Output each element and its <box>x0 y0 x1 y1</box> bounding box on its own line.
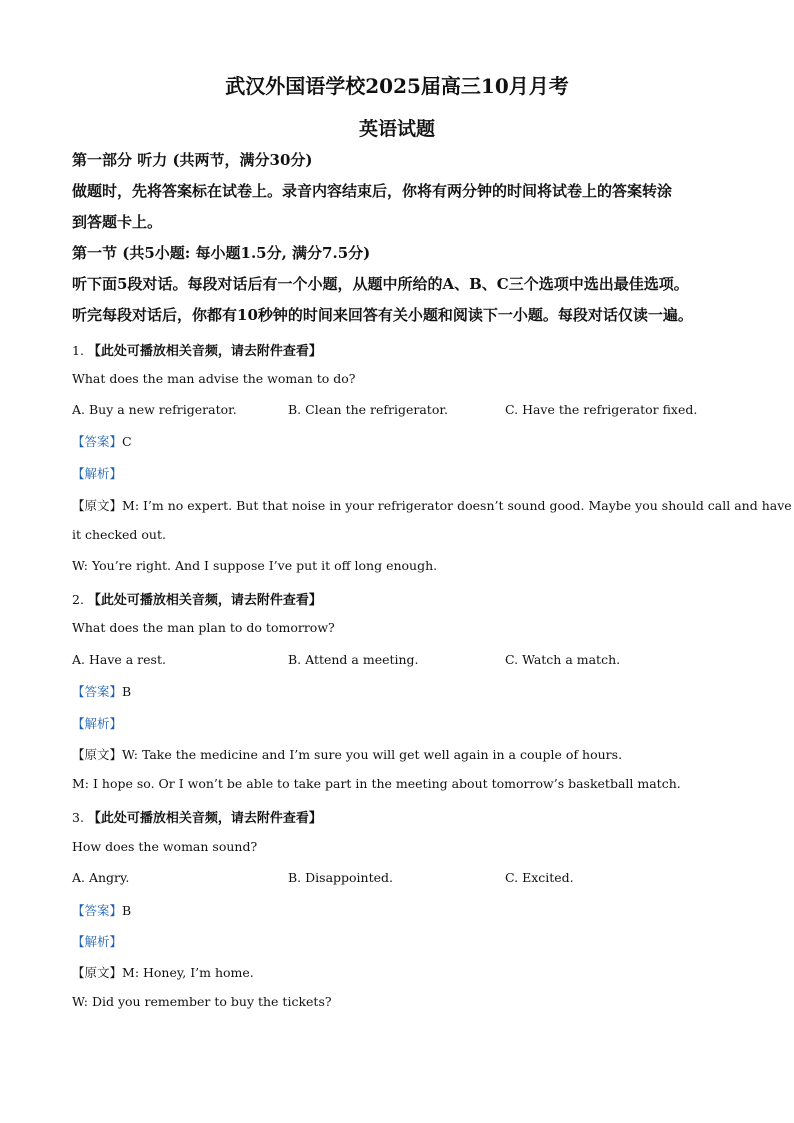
answer-label: 【答案】 <box>72 684 123 699</box>
transcript-line: it checked out. <box>72 527 166 542</box>
answer-value: B <box>122 684 132 699</box>
analysis-label: 【解析】 <box>72 716 123 731</box>
option-b: B. Disappointed. <box>288 870 393 885</box>
section1-instructions-line-1: 听下面5段对话。每段对话后有一个小题，从题中所给的A、B、C三个选项中选出最佳选项。 <box>72 275 689 293</box>
page-subtitle: 英语试题 <box>358 118 435 140</box>
option-a: A. Have a rest. <box>72 652 166 667</box>
instructions-line-2: 到答题卡上。 <box>72 213 163 231</box>
transcript-line <box>72 745 622 763</box>
question-number: 3. <box>72 810 84 825</box>
transcript-line <box>72 496 792 514</box>
original-label: 【原文】 <box>72 965 123 980</box>
question-header <box>72 807 322 826</box>
answer-label: 【答案】 <box>72 903 123 918</box>
instructions-line-1: 做题时，先将答案标在试卷上。录音内容结束后，你将有两分钟的时间将试卷上的答案转涂 <box>72 182 673 200</box>
option-c: C. Watch a match. <box>505 652 621 667</box>
audio-note: 【此处可播放相关音频，请去附件查看】 <box>87 811 322 826</box>
analysis-label: 【解析】 <box>72 934 123 949</box>
original-label: 【原文】 <box>72 747 123 762</box>
option-c: C. Excited. <box>505 870 574 885</box>
question-number: 1. <box>72 343 84 358</box>
transcript-text: M: Honey, I’m home. <box>122 965 254 980</box>
transcript-line <box>72 963 254 981</box>
question-text: How does the woman sound? <box>72 839 258 854</box>
answer-value: B <box>122 903 132 918</box>
question-header <box>72 589 322 608</box>
audio-note: 【此处可播放相关音频，请去附件查看】 <box>87 593 322 608</box>
option-a: A. Buy a new refrigerator. <box>72 402 237 417</box>
question-header <box>72 340 322 359</box>
section1-heading: 第一节 (共5小题: 每小题1.5分, 满分7.5分) <box>72 244 371 262</box>
option-b: B. Clean the refrigerator. <box>288 402 448 417</box>
section1-instructions-line-2: 听完每段对话后，你都有10秒钟的时间来回答有关小题和阅读下一小题。每段对话仅读一遍。 <box>72 306 693 324</box>
answer-value: C <box>122 434 132 449</box>
answer-row <box>72 901 131 919</box>
option-a: A. Angry. <box>72 870 130 885</box>
transcript-text: W: Take the medicine and I’m sure you will get well again in a couple of hours. <box>122 747 623 762</box>
analysis-row <box>72 464 122 482</box>
answer-row <box>72 682 131 700</box>
transcript-line: M: I hope so. Or I won’t be able to take part in the meeting about tomorrow’s basketball match. <box>72 776 681 791</box>
question-text: What does the man plan to do tomorrow? <box>72 620 335 635</box>
transcript-line: W: You’re right. And I suppose I’ve put it off long enough. <box>72 558 438 573</box>
analysis-row <box>72 932 122 950</box>
question-number: 2. <box>72 592 84 607</box>
answer-label: 【答案】 <box>72 434 123 449</box>
analysis-row <box>72 714 122 732</box>
page-title: 武汉外国语学校2025届高三10月月考 <box>225 74 569 98</box>
original-label: 【原文】 <box>72 498 123 513</box>
transcript-line: W: Did you remember to buy the tickets? <box>72 994 332 1009</box>
analysis-label: 【解析】 <box>72 466 123 481</box>
transcript-text: M: I’m no expert. But that noise in your refrigerator doesn’t sound good. Maybe you should call and have <box>122 498 792 513</box>
question-text: What does the man advise the woman to do? <box>72 371 356 386</box>
option-c: C. Have the refrigerator fixed. <box>505 402 698 417</box>
answer-row <box>72 432 132 450</box>
part1-heading: 第一部分 听力 (共两节，满分30分) <box>72 151 313 169</box>
option-b: B. Attend a meeting. <box>288 652 419 667</box>
audio-note: 【此处可播放相关音频，请去附件查看】 <box>87 344 322 359</box>
